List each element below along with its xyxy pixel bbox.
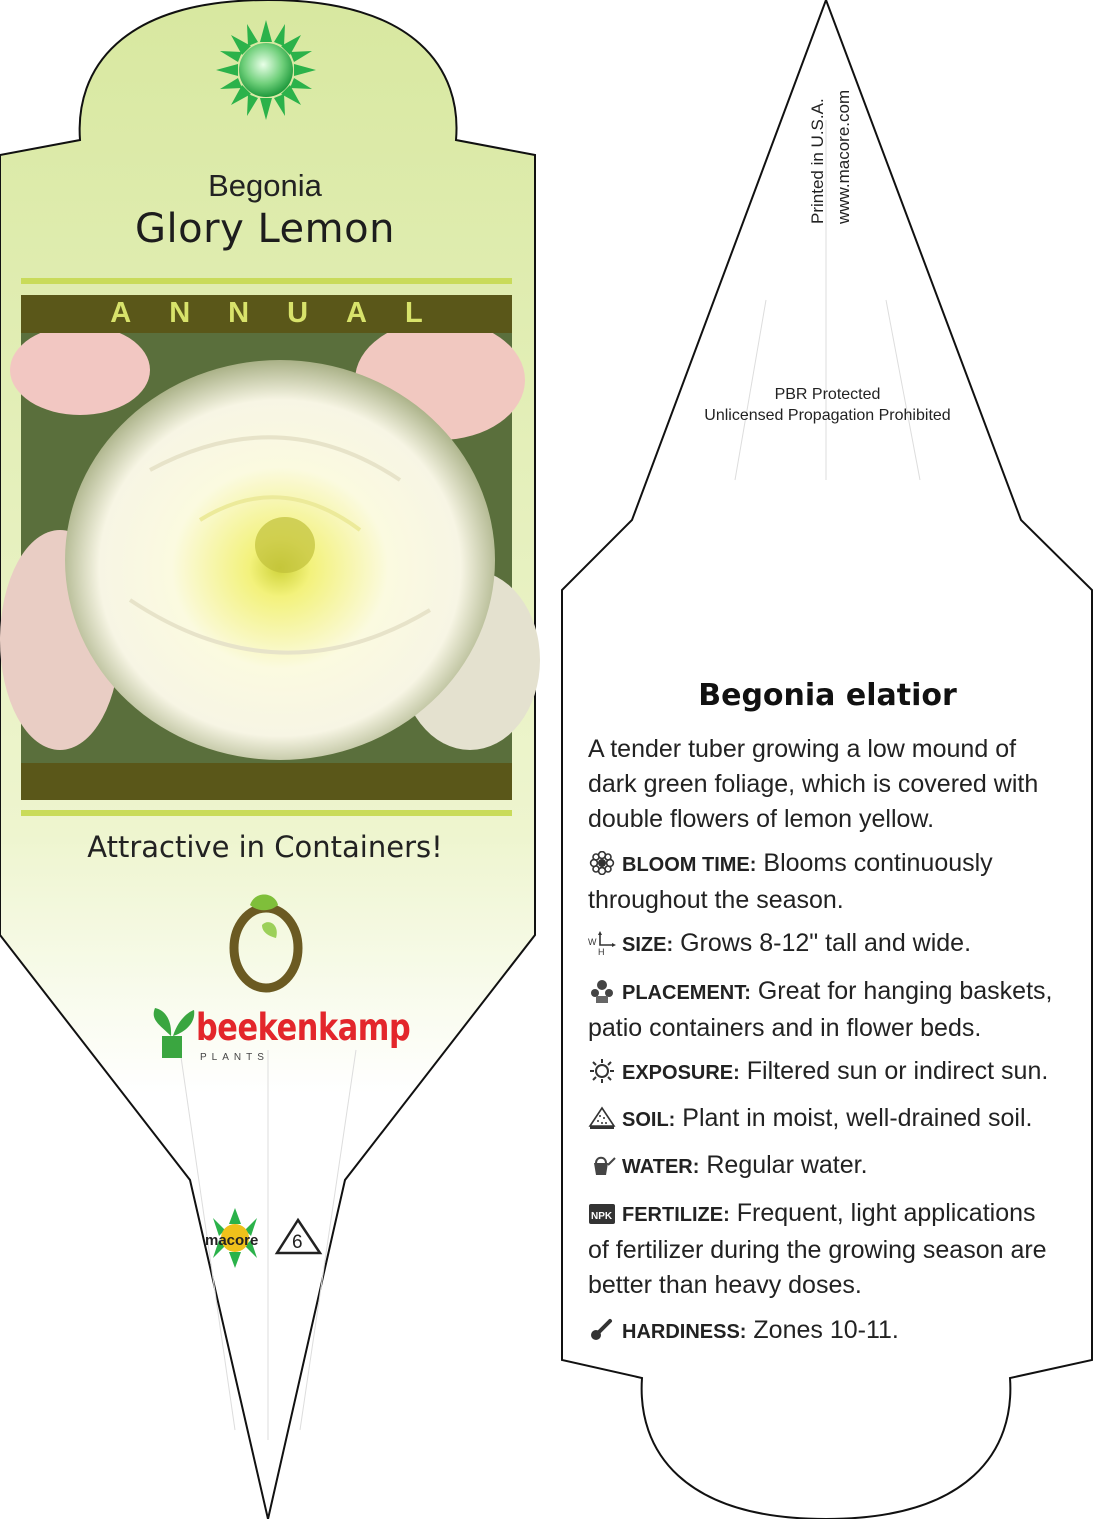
svg-text:W: W [588, 937, 597, 947]
care-hardiness [588, 1313, 1058, 1350]
care-text: Regular water. [706, 1151, 868, 1179]
category-label: ANNUAL [110, 297, 461, 329]
care-label: SOIL: [622, 1109, 676, 1131]
website: www.macore.com [834, 89, 853, 224]
care-fertilize [588, 1196, 1058, 1303]
front-band-line-top [21, 278, 512, 284]
placement-icon [588, 979, 616, 1003]
care-text: Grows 8-12" tall and wide. [680, 929, 972, 957]
watering-can-icon [588, 1153, 616, 1177]
size-icon [588, 931, 616, 955]
botanical-name: Begonia elatior [698, 678, 957, 713]
flower-icon [588, 851, 616, 875]
genus-name: Begonia [208, 168, 322, 203]
pbr-line-1: PBR Protected [774, 386, 881, 403]
sun-logo [216, 20, 316, 120]
care-label: PLACEMENT: [622, 982, 751, 1004]
care-text: Plant in moist, well-drained soil. [682, 1104, 1033, 1132]
care-water [588, 1148, 1058, 1185]
care-label: HARDINESS: [622, 1321, 747, 1343]
tagline: Attractive in Containers! [87, 830, 443, 864]
care-size [588, 926, 1058, 963]
care-label: FERTILIZE: [622, 1204, 730, 1226]
npk-icon [588, 1201, 616, 1225]
macore-logo-text: macore [205, 1232, 259, 1249]
care-placement [588, 974, 1058, 1046]
care-text: Frequent, light applications of fertilizer during the growing season are better than heavy doses. [588, 1199, 1047, 1299]
care-text: Zones 10-11. [753, 1316, 899, 1344]
print-info [806, 66, 866, 241]
care-text: Blooms continuously throughout the season. [588, 849, 993, 914]
photo-bottom-band [21, 763, 512, 800]
svg-text:H: H [598, 947, 605, 955]
pbr-line-2: Unlicensed Propagation Prohibited [704, 407, 951, 424]
pbr-notice [640, 384, 1015, 426]
brand-subtitle: PLANTS [200, 1052, 269, 1063]
care-label: SIZE: [622, 934, 674, 956]
variety-name: Glory Lemon [135, 206, 395, 252]
printed-in: Printed in U.S.A. [808, 98, 827, 224]
care-exposure [588, 1054, 1058, 1091]
svg-text:NPK: NPK [591, 1211, 613, 1222]
front-band-line-bottom [21, 810, 512, 816]
care-label: BLOOM TIME: [622, 854, 757, 876]
recycle-code: 6 [292, 1232, 303, 1253]
care-text: Great for hanging baskets, patio containers and in flower beds. [588, 977, 1053, 1042]
thermometer-icon [588, 1318, 616, 1342]
care-label: WATER: [622, 1156, 700, 1178]
sun-icon [588, 1059, 616, 1083]
brand-name: beekenkamp [196, 1006, 411, 1049]
care-label: EXPOSURE: [622, 1062, 740, 1084]
care-bloom-time [588, 846, 1058, 918]
soil-icon [588, 1106, 616, 1130]
care-soil [588, 1101, 1058, 1138]
plant-description: A tender tuber growing a low mound of dark green foliage, which is covered with double flowers of lemon yellow. [588, 735, 1039, 833]
care-text: Filtered sun or indirect sun. [746, 1057, 1049, 1085]
